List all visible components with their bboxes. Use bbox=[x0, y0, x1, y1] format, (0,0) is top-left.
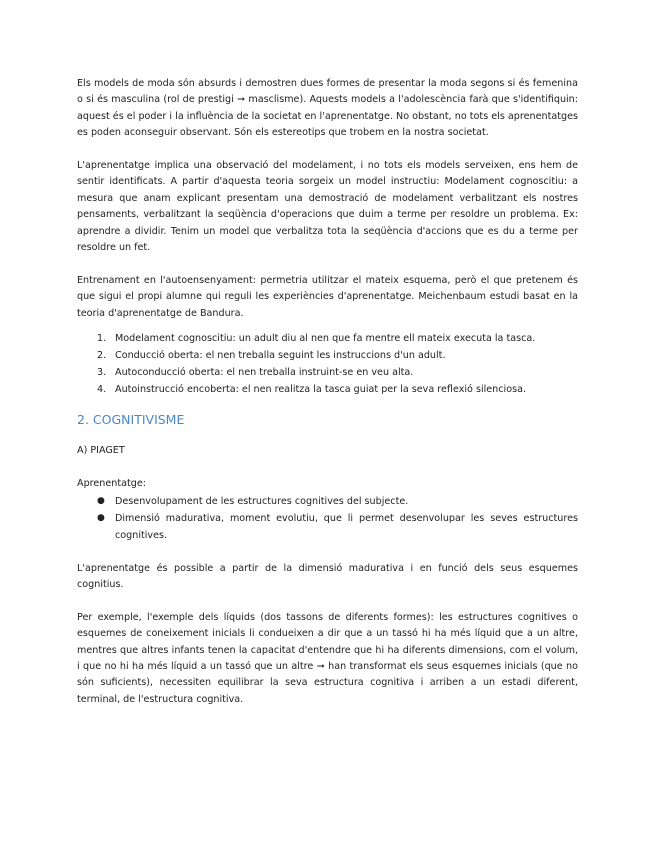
list-item-text: Modelament cognoscitiu: un adult diu al nen que fa mentre ell mateix executa la tasca. bbox=[115, 333, 536, 345]
list-item bbox=[77, 493, 578, 510]
learning-intro: Aprenentatge: bbox=[77, 477, 146, 489]
list-item-text: Dimensió madurativa, moment evolutiu, que li permet desenvolupar les seves estructures cognitives. bbox=[115, 513, 578, 542]
list-item-text: Autoconducció oberta: el nen treballa instruint-se en veu alta. bbox=[115, 367, 414, 379]
numbered-list bbox=[77, 330, 578, 398]
bullet-list bbox=[77, 493, 578, 544]
list-item bbox=[77, 330, 578, 347]
paragraph-liquids-example: Per exemple, l'exemple dels líquids (dos tassons de diferents formes): les estructures cognitives o esquemes de coneixement inicials li condueixen a dir que a un tassó hi ha més líquid que a un altre, mentres que altres infants tenen la capacitat d'entendre que hi ha diferents dimensions, com el volum, i que no hi ha més líquid a un tassó que un altre ➞ han transformat els seus esquemes inicials (que no són suficients), necessiten equilibrar la seva estructura cognitiva i arriben a un estadi diferent, terminal, de l'estructura cognitiva. bbox=[77, 611, 578, 705]
paragraph-gap bbox=[77, 544, 578, 560]
paragraph-fashion-models: Els models de moda són absurds i demostren dues formes de presentar la moda segons si és femenina o si és masculina (rol de prestigi ➞ masclisme). Aquests models a l'adolescència farà que s'identifiquin: aquest és el poder i la influència de la societat en l'aprenentatge. No obstant, no tots els aprenentatges es poden aconseguir observant. Són els estereotips que trobem en la nostra societat. bbox=[77, 78, 578, 139]
list-number: 4. bbox=[97, 384, 107, 396]
list-item-text: Autoinstrucció encoberta: el nen realitza la tasca guiat per la seva reflexió silenciosa. bbox=[115, 384, 526, 396]
document-content bbox=[77, 76, 578, 708]
list-item bbox=[77, 347, 578, 364]
list-number: 2. bbox=[97, 350, 107, 362]
list-item-text: Conducció oberta: el nen treballa seguint les instruccions d'un adult. bbox=[115, 350, 446, 362]
paragraph-gap bbox=[77, 593, 578, 609]
paragraph-modeling: L'aprenentatge implica una observació del modelament, i no tots els models serveixen, ens hem de sentir identificats. A partir d'aquesta teoria sorgeix un model instructiu: Modelament cognoscitiu: a mesura que anam explicant presentam una demostració de modelament verbalitzant els nostres pensaments, verbalitzant la seqüència d'operacions que duim a terme per resoldre un problema. Ex: aprendre a dividir. Tenim un model que verbalitza tota la seqüència d'accions que es du a terme per resoldre un fet. bbox=[77, 160, 578, 254]
subheading: A) PIAGET bbox=[77, 445, 125, 457]
section-heading: 2. COGNITIVISME bbox=[77, 412, 185, 428]
paragraph-maturational: L'aprenentatge és possible a partir de la dimensió madurativa i en funció dels seus esquemes cognitius. bbox=[77, 562, 578, 591]
paragraph-gap bbox=[77, 256, 578, 272]
paragraph-gap bbox=[77, 459, 578, 475]
list-item-text: Desenvolupament de les estructures cognitives del subjecte. bbox=[115, 496, 409, 508]
list-number: 1. bbox=[97, 333, 107, 345]
bullet-icon: ● bbox=[97, 513, 105, 524]
list-number: 3. bbox=[97, 367, 107, 379]
bullet-icon: ● bbox=[97, 496, 105, 507]
list-item bbox=[77, 381, 578, 398]
list-item bbox=[77, 364, 578, 381]
list-item bbox=[77, 510, 578, 544]
paragraph-gap bbox=[77, 142, 578, 158]
paragraph-self-instruction: Entrenament en l'autoensenyament: permetria utilitzar el mateix esquema, però el que pretenem és que sigui el propi alumne qui reguli les experiències d'aprenentatge. Meichenbaum estudi basat en la teoria d'aprenentatge de Bandura. bbox=[77, 274, 578, 319]
